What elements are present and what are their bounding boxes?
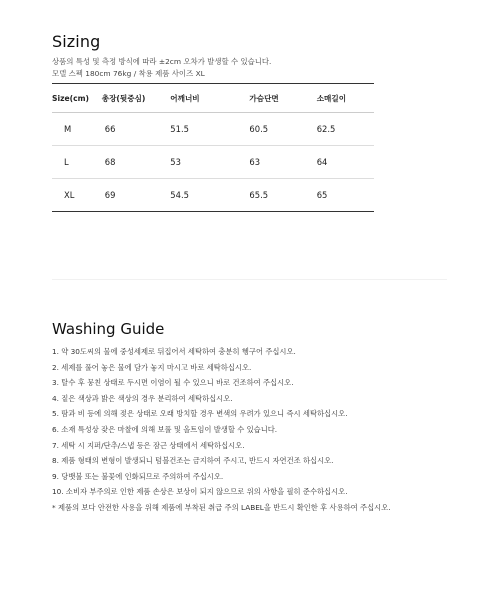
list-item: 8. 제품 형태의 변형이 발생되니 텀블건조는 금지하여 주시고, 반드시 자연건조 하십시오. — [52, 456, 334, 466]
list-item: 1. 약 30도씨의 물에 중성세제로 뒤집어서 세탁하여 충분히 헹구어 주십시오. — [52, 347, 296, 356]
shoulder-width-value: 51.5 — [170, 113, 249, 146]
header-chest-width: 가슴단면 — [249, 84, 316, 113]
header-sleeve-length: 소매길이 — [317, 84, 374, 113]
size-table-header-row — [52, 84, 374, 113]
model-spec-note: 모델 스펙 180cm 76kg / 착용 제품 사이즈 XL — [52, 69, 205, 78]
shoulder-width-value: 54.5 — [170, 179, 249, 212]
chest-width-value: 60.5 — [249, 113, 316, 146]
washing-guide-list — [52, 344, 391, 516]
sleeve-length-value: 65 — [317, 179, 374, 212]
header-total-length: 총장(뒷중심) — [102, 84, 171, 113]
total-length-value: 66 — [102, 113, 171, 146]
list-item: 6. 소재 특성상 잦은 마찰에 의해 보풀 및 올트임이 발생할 수 있습니다. — [52, 424, 278, 434]
tolerance-note: 상품의 특성 및 측정 방식에 따라 ±2cm 오차가 발생할 수 있습니다. — [52, 57, 272, 66]
header-shoulder-width: 어깨너비 — [170, 84, 249, 113]
list-item: 7. 세탁 시 지퍼/단추/스냅 등은 잠근 상태에서 세탁하십시오. — [52, 440, 245, 450]
list-item: 5. 땀과 비 등에 의해 젖은 상태로 오래 방치할 경우 변색의 우려가 있으니 즉시 세탁하십시오. — [52, 409, 348, 419]
size-label: L — [52, 146, 102, 179]
header-size: Size(cm) — [52, 84, 102, 113]
list-item: 4. 짙은 색상과 밝은 색상의 경우 분리하여 세탁하십시오. — [52, 393, 233, 403]
list-item: 10. 소비자 부주의로 인한 제품 손상은 보상이 되지 않으므로 위의 사항을 필히 준수하십시오. — [52, 487, 348, 497]
chest-width-value: 65.5 — [249, 179, 316, 212]
list-item: 3. 탈수 후 뭉친 상태로 두시면 이염이 될 수 있으니 바로 건조하여 주십시오. — [52, 378, 294, 388]
sleeve-length-value: 64 — [317, 146, 374, 179]
list-item: 9. 당뱃불 또는 불꽃에 인화되므로 주의하여 주십시오. — [52, 471, 224, 481]
list-item: 2. 세제를 풀어 놓은 물에 담가 놓지 마시고 바로 세탁하십시오. — [52, 362, 252, 372]
size-label: XL — [52, 179, 102, 212]
washing-guide-title: Washing Guide — [52, 320, 165, 338]
table-row — [52, 179, 374, 212]
total-length-value: 68 — [102, 146, 171, 179]
total-length-value: 69 — [102, 179, 171, 212]
table-row — [52, 146, 374, 179]
size-table — [52, 83, 374, 212]
section-divider — [52, 279, 447, 280]
sleeve-length-value: 62.5 — [317, 113, 374, 146]
sizing-title: Sizing — [52, 32, 101, 51]
list-item: * 제품의 보다 안전한 사용을 위해 제품에 부착된 취급 주의 LABEL을 반드시 확인한 후 사용하여 주십시오. — [52, 502, 391, 512]
chest-width-value: 63 — [249, 146, 316, 179]
shoulder-width-value: 53 — [170, 146, 249, 179]
table-row — [52, 113, 374, 146]
size-label: M — [52, 113, 102, 146]
